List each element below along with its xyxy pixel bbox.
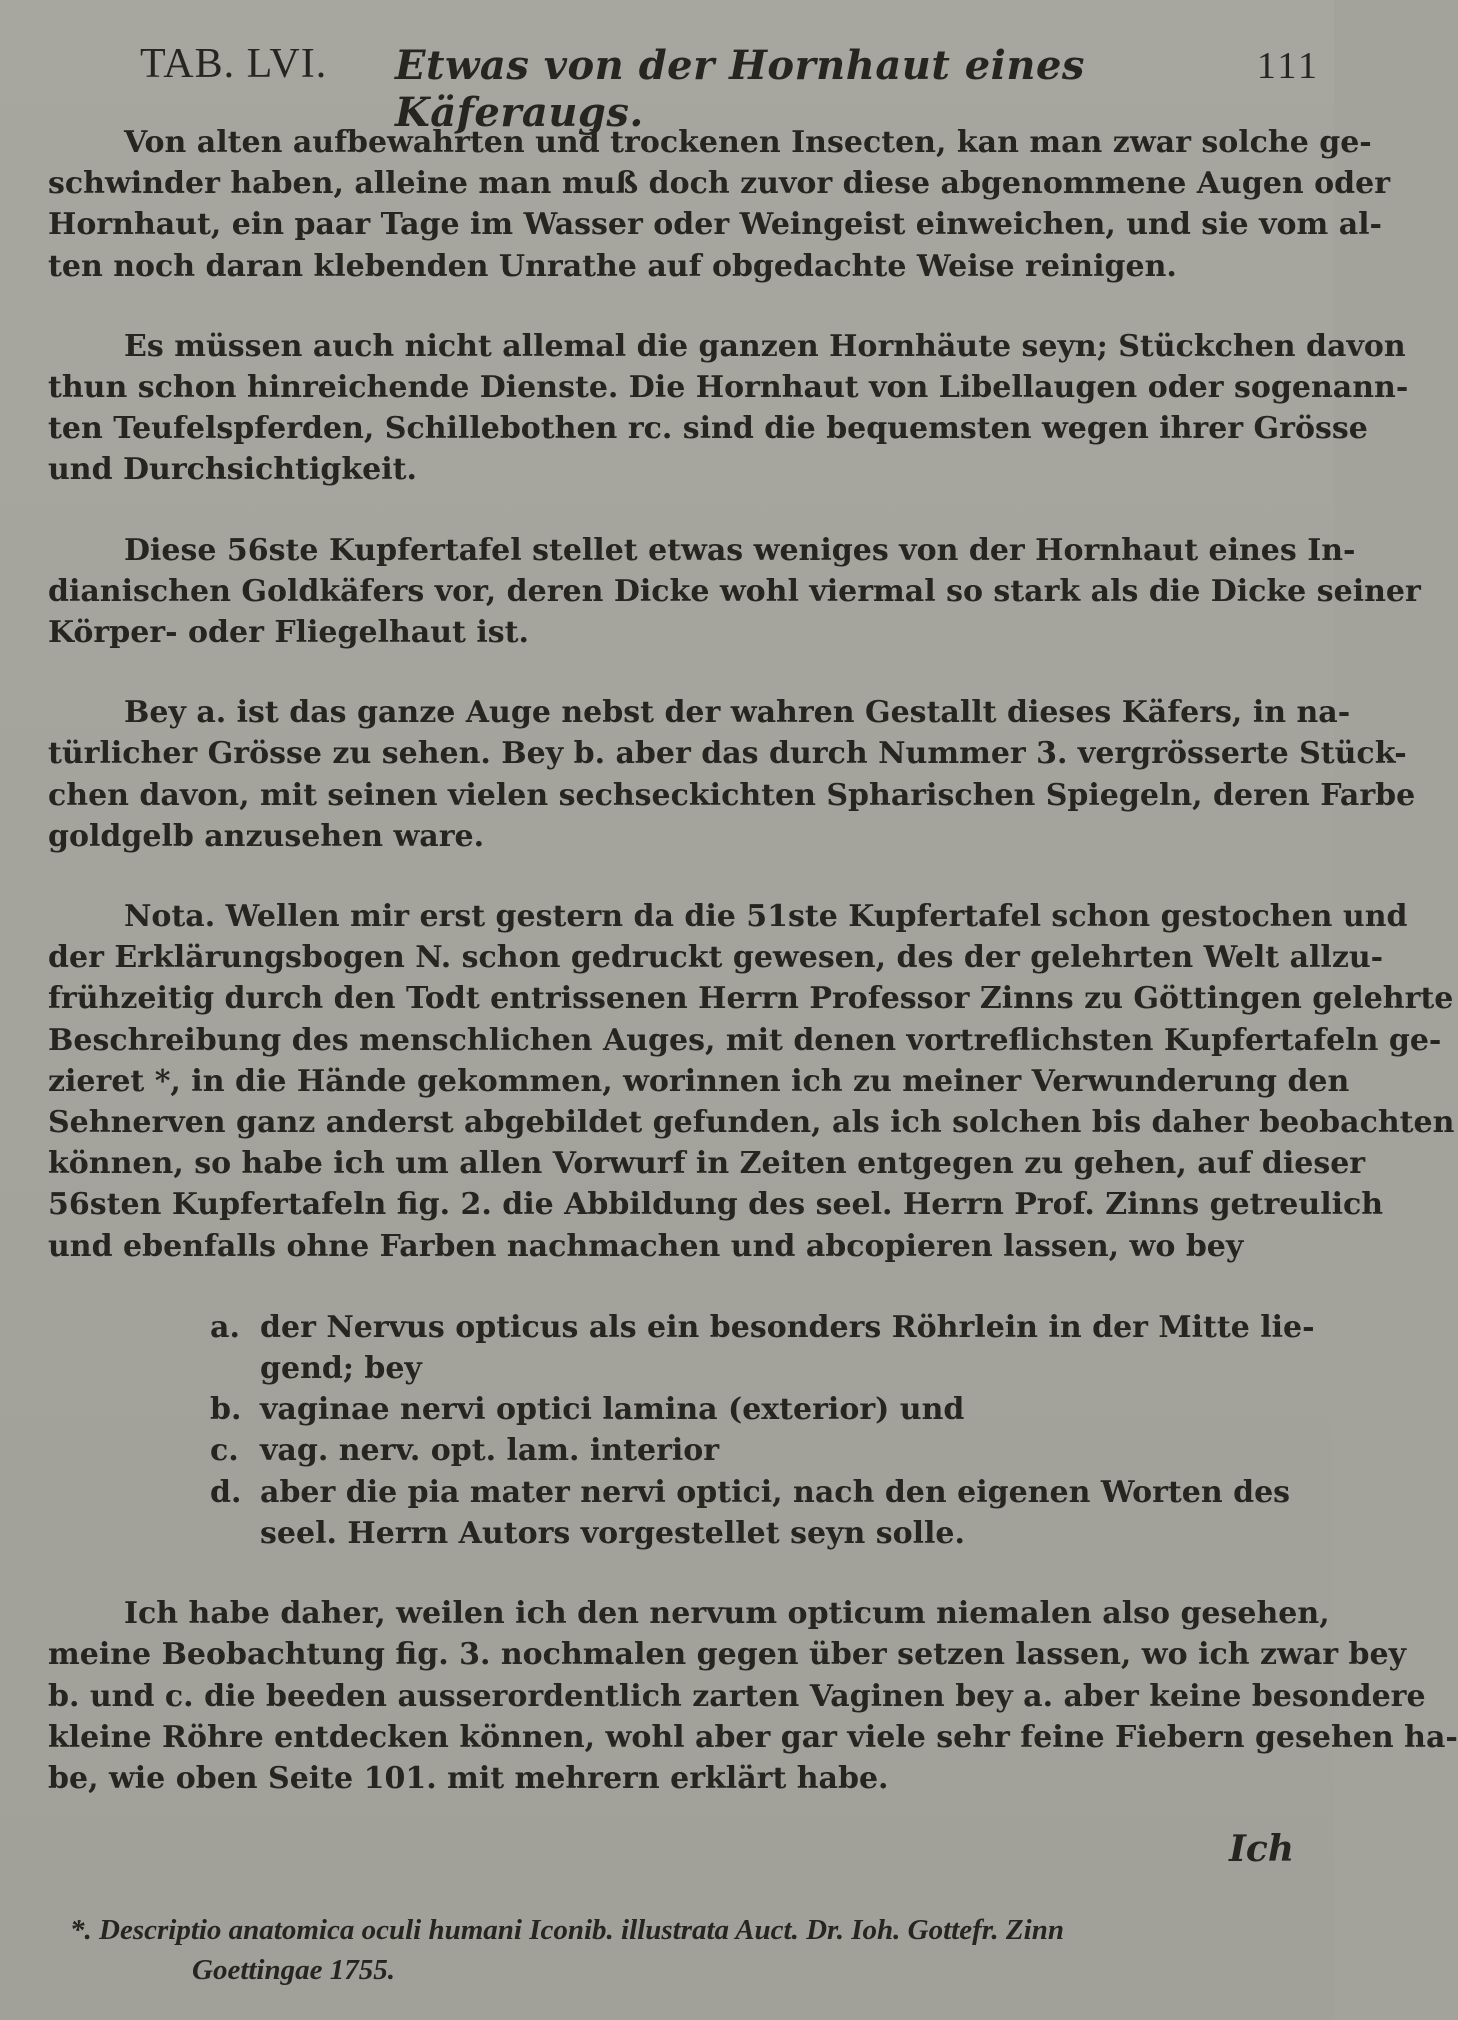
text-line: goldgelb anzusehen ware. xyxy=(48,818,485,854)
legend-list xyxy=(210,1307,1315,1554)
closing-paragraph xyxy=(48,1593,1458,1799)
text-line: türlicher Grösse zu sehen. Bey b. aber das durch Nummer 3. vergrösserte Stück- xyxy=(48,736,1407,772)
text-line: Diese 56ste Kupfertafel stellet etwas weniges von der Hornhaut eines In- xyxy=(124,532,1356,568)
text-line: zieret *, in die Hände gekommen, worinnen ich zu meiner Verwunderung den xyxy=(48,1063,1350,1099)
list-letter: c. xyxy=(210,1433,239,1469)
text-line: und ebenfalls ohne Farben nachmachen und abcopieren lassen, wo bey xyxy=(48,1228,1244,1264)
text-line: Bey a. ist das ganze Auge nebst der wahren Gestallt dieses Käfers, in na- xyxy=(124,695,1351,731)
text-line: be, wie oben Seite 101. mit mehrern erklärt habe. xyxy=(48,1760,889,1796)
paragraph-1 xyxy=(48,122,1391,287)
paragraph-3 xyxy=(48,530,1421,654)
text-line: Körper- oder Fliegelhaut ist. xyxy=(48,615,529,651)
text-line: vag. nerv. opt. lam. interior xyxy=(260,1433,720,1469)
running-title: Etwas von der Hornhaut eines Käferaugs. xyxy=(395,42,1085,136)
text-line: Von alten aufbewahrten und trockenen Insecten, kan man zwar solche ge- xyxy=(124,125,1372,160)
text-line: Beschreibung des menschlichen Auges, mit denen vortreflichsten Kupfertafeln ge- xyxy=(48,1022,1442,1058)
paragraph-4 xyxy=(48,692,1416,857)
text-line: gend; bey xyxy=(260,1351,422,1387)
nota-paragraph xyxy=(48,896,1455,1267)
text-line: Ich habe daher, weilen ich den nervum opticum niemalen also gesehen, xyxy=(124,1596,1330,1632)
text-line: dianischen Goldkäfers vor, deren Dicke wohl viermal so stark als die Dicke seiner xyxy=(48,573,1421,609)
list-item-d xyxy=(210,1472,1310,1554)
text-line: ten noch daran klebenden Unrathe auf obgedachte Weise reinigen. xyxy=(48,248,1177,284)
body-text xyxy=(48,122,1458,1799)
text-line: und Durchsichtigkeit. xyxy=(48,452,417,488)
text-line: können, so habe ich um allen Vorwurf in Zeiten entgegen zu gehen, auf dieser xyxy=(48,1146,1366,1182)
footnote-line-1: *. Descriptio anatomica oculi humani Iconib. illustrata Auct. Dr. Ioh. Gottefr. Zinn xyxy=(70,1914,1064,1946)
text-line: b. und c. die beeden ausserordentlich zarten Vaginen bey a. aber keine besondere xyxy=(48,1678,1426,1714)
text-line: ten Teufelspferden, Schillebothen rc. sind die bequemsten wegen ihrer Grösse xyxy=(48,411,1368,447)
list-letter: a. xyxy=(210,1309,240,1345)
text-line: chen davon, mit seinen vielen sechseckichten Spharischen Spiegeln, deren Farbe xyxy=(48,777,1416,813)
text-line: der Nervus opticus als ein besonders Röhrlein in der Mitte lie- xyxy=(260,1309,1315,1345)
text-line: vaginae nervi optici lamina (exterior) und xyxy=(260,1392,965,1428)
list-letter: b. xyxy=(210,1392,242,1428)
text-line: Hornhaut, ein paar Tage im Wasser oder Weingeist einweichen, und sie vom al- xyxy=(48,207,1383,243)
text-line: schwinder haben, alleine man muß doch zuvor diese abgenommene Augen oder xyxy=(48,166,1391,202)
page-header xyxy=(140,40,1320,136)
paragraph-2 xyxy=(48,326,1409,491)
page-number: 111 xyxy=(1256,45,1320,87)
text-line: seel. Herrn Autors vorgestellet seyn solle. xyxy=(260,1515,965,1551)
list-letter: d. xyxy=(210,1474,242,1510)
text-line: 56sten Kupfertafeln fig. 2. die Abbildung des seel. Herrn Prof. Zinns getreulich xyxy=(48,1187,1384,1223)
text-line: Sehnerven ganz anderst abgebildet gefunden, als ich solchen bis daher beobachten xyxy=(48,1105,1455,1141)
footnote-line-2: Goettingae 1755. xyxy=(192,1954,395,1986)
text-line: der Erklärungsbogen N. schon gedruckt gewesen, des der gelehrten Welt allzu- xyxy=(48,940,1384,976)
footnote xyxy=(70,1910,1320,1990)
text-line: Nota. Wellen mir erst gestern da die 51ste Kupfertafel schon gestochen und xyxy=(124,899,1408,935)
list-item-b xyxy=(210,1389,1310,1430)
plate-label: TAB. LVI. xyxy=(140,41,328,87)
text-line: Es müssen auch nicht allemal die ganzen Hornhäute seyn; Stückchen davon xyxy=(124,328,1406,364)
list-item-a xyxy=(210,1307,1315,1389)
list-item-c xyxy=(210,1430,1310,1471)
catchword: Ich xyxy=(1229,1828,1294,1870)
text-line: thun schon hinreichende Dienste. Die Hornhaut von Libellaugen oder sogenann- xyxy=(48,370,1409,406)
text-line: aber die pia mater nervi optici, nach den eigenen Worten des xyxy=(260,1474,1291,1510)
text-line: kleine Röhre entdecken können, wohl aber gar viele sehr feine Fiebern gesehen ha- xyxy=(48,1719,1458,1755)
text-line: frühzeitig durch den Todt entrissenen Herrn Professor Zinns zu Göttingen gelehrte xyxy=(48,981,1454,1017)
text-line: meine Beobachtung fig. 3. nochmalen gegen über setzen lassen, wo ich zwar bey xyxy=(48,1637,1407,1673)
